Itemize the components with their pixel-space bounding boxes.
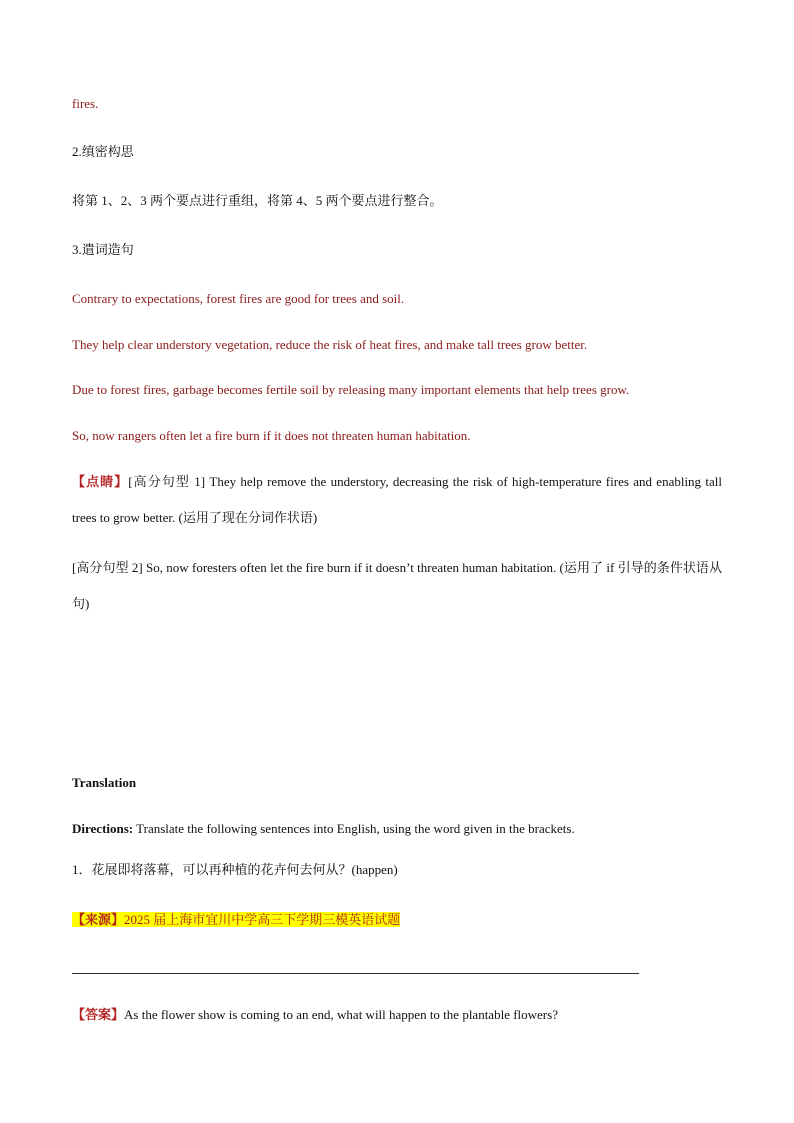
step-3-heading: 3.遣词造句 xyxy=(72,242,134,257)
translation-item-1: 1．花展即将落幕，可以再种植的花卉何去何从？(happen) xyxy=(72,862,398,877)
answer-line xyxy=(72,1006,558,1024)
source-text: 2025 届上海市宜川中学高三下学期三模英语试题 xyxy=(124,912,401,927)
directions-label: Directions: xyxy=(72,821,134,836)
translation-directions xyxy=(72,820,575,838)
answer-tag: 【答案】 xyxy=(72,1007,125,1022)
tip-tag: 【点睛】 xyxy=(72,474,129,489)
translation-heading: Translation xyxy=(72,775,137,790)
sentence-4: So, now rangers often let a fire burn if it does not threaten human habitation. xyxy=(72,428,471,443)
source-line xyxy=(72,911,400,929)
sentence-3: Due to forest fires, garbage becomes fertile soil by releasing many important elements that help trees grow. xyxy=(72,382,630,397)
tip-pattern-1: [高分句型 1] They help remove the understory, decreasing the risk of high-temperature fires and enabling tall trees to grow better. (运用了现在分词作状语) xyxy=(72,474,722,525)
answer-text: As the flower show is coming to an end, what will happen to the plantable flowers? xyxy=(124,1007,558,1022)
tip-paragraph-2 xyxy=(72,550,722,622)
tip-paragraph-1 xyxy=(72,464,722,536)
tip-pattern-2: [高分句型 2] So, now foresters often let the fire burn if it doesn’t threaten human habitation. (运用了 if 引导的条件状语从句) xyxy=(72,560,722,611)
directions-text: Translate the following sentences into English, using the word given in the brackets. xyxy=(133,821,575,836)
sentence-1: Contrary to expectations, forest fires are good for trees and soil. xyxy=(72,291,405,306)
source-highlight xyxy=(72,912,400,927)
answer-blank-line xyxy=(72,973,639,974)
step-2-body: 将第 1、2、3 两个要点进行重组，将第 4、5 两个要点进行整合。 xyxy=(72,193,443,208)
step-2-heading: 2.缜密构思 xyxy=(72,144,134,159)
source-tag: 【来源】 xyxy=(72,912,125,927)
paragraph-tail: fires. xyxy=(72,96,99,111)
sentence-2: They help clear understory vegetation, reduce the risk of heat fires, and make tall trees grow better. xyxy=(72,337,588,352)
